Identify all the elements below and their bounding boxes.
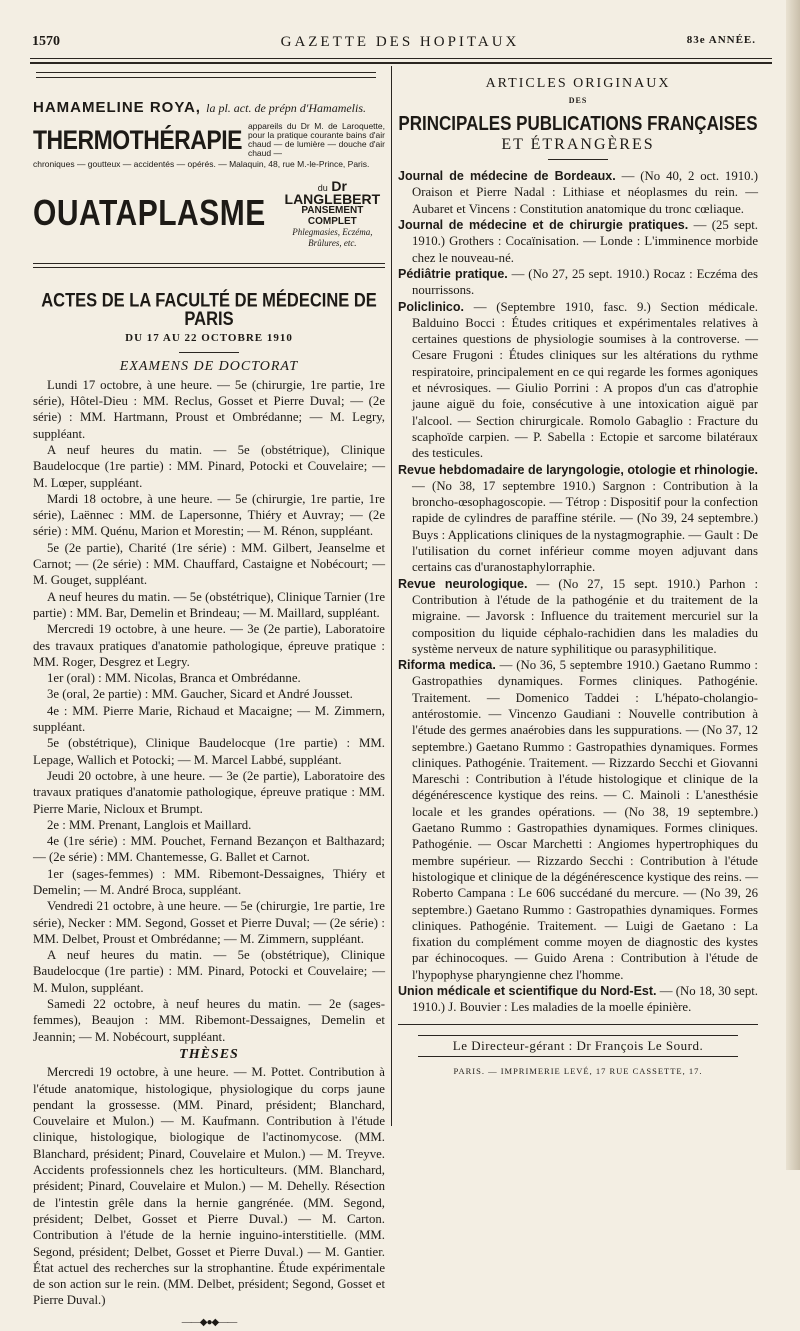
articles-main-title: PRINCIPALES PUBLICATIONS FRANÇAISES: [398, 111, 758, 135]
page-edge: [786, 0, 800, 1170]
ad-thermo-name: THERMOTHÉRAPIE: [33, 125, 242, 156]
journal-name: Journal de médecine et de chirurgie pratiques.: [398, 218, 689, 233]
journal-name: Pédiâtrie pratique.: [398, 266, 508, 281]
publication-text: — (No 27, 25 sept. 1910.) Rocaz : Eczéma des nourrissons.: [412, 266, 758, 298]
theses-text: Mercredi 19 octobre, à une heure. — M. Pottet. Contribution à l'étude anatomique, histologique, physiologique du corps jaune pendant la grossesse. (MM. Pinard, président; Blanchard, Couvelaire et Mulon.) — M. Kaufmann. Contribution à l'étude clinique, histologique, biologique de l'actinomycose. (MM. Blanchard, président; Pinard, Couvelaire et Mulon.) — M. Treyve. Accidents professionnels chez les horticulteurs. (MM. Blanchard, président; Pinard, Couvelaire et Mulon.) — M. Dehelly. Résection de l'intestin grêle dans la hernie gangrénée. (MM. Segond, président; Delbet, Gosset et Pierre Duval.) — M. Carton. Contribution à l'étude de la hernie inguino-interstitielle. (MM. Segond, président; Delbet, Gosset et Pierre Duval.) — M. Gantier. État actuel des recherches sur la strophantine. Étude expérimentale de son action sur le rein. (MM. Delbet, président; Segond, Gosset et Pierre Duval.): [33, 1065, 385, 1308]
articles-des: DES: [568, 96, 588, 106]
exam-paragraph: Mardi 18 octobre, à une heure. — 5e (chirurgie, 1re partie, 1re série), Laënnec : MM. de Lapersonne, Thiéry et Auvray; — (2e série) : MM. Quénu, Marion et Morestin; — M. Rénon, suppléant.: [33, 491, 385, 539]
publication-text: — (Septembre 1910, fasc. 9.) Section médicale. Balduino Bocci : Études critiques et expérimentales relatives à certaines questions de physiologie soumises à la controverse. — Cesare Frugoni : Études cliniques sur les altérations du rythme respiratoire, principalement en ce qui regarde les formes agoniques et névrosiques. — Giulio Porrini : A propos d'un cas d'atrophie jaune aiguë du foie, consécutive à une intoxication aiguë par l'alcool. — Section chirurgicale. Romolo Gabaglio : Fracture du scaphoïde carpien. — P. Sabella : Ectopie et sarcome bilatéraux des testicules.: [412, 299, 758, 461]
header-rule-double: [30, 62, 772, 64]
journal-name: Riforma medica.: [398, 658, 496, 673]
exam-paragraph: 5e (obstétrique), Clinique Baudelocque (1re partie) : MM. Lepage, Wallich et Potocki; — M. Marcel Labbé, suppléant.: [33, 736, 385, 767]
exam-paragraph: A neuf heures du matin. — 5e (obstétrique), Clinique Baudelocque (1re partie) : MM. Pinard, Potocki et Couvelaire; — M. Lœper, suppléant.: [33, 442, 385, 490]
section-examens: EXAMENS DE DOCTORAT: [119, 359, 299, 375]
journal-name: Union médicale et scientifique du Nord-Est.: [398, 984, 657, 999]
publication-text: — (No 36, 5 septembre 1910.) Gaetano Rummo : Gastropathies dynamiques. Formes cliniques. Pathogénie. Traitement. — Domenico Taddei : L'hépato-cholangio-antérostomie. — Vincenzo Gaudiani : Nouvelle contribution à l'étude des germes anaérobies dans les suppurations. — (No 37, 12 septembre.) Gaetano Rummo : Gastropathies dynamiques. Formes cliniques. Pathogénie. Traitement. — Rizzardo Secchi et Giovanni Mareschi : Contribution à l'étude histologique et clinique de la dégénérescence kystique des reins. — C. Mainoli : L'anesthésie locale et les grandes opérations. — (No 38, 19 septembre.) Gaetano Rummo : Gastropathies dynamiques. Formes cliniques. Pathogénie. — Oscar Marchetti : Angiomes hypertrophiques du membre supérieur. — Rizzardo Secchi : Contribution à l'étude histologique et clinique de la dégénérescence kystique des reins. — Roberto Campana : Le 606 succédané du mercure. — (No 39, 26 septembre.) Gaetano Rummo : Gastropathies dynamiques. Formes cliniques. Pathogénie. Traitement. — Luigi de Gaetano : La fixation du complément comme moyen de diagnostic des kystes par échinocoques. — Guido Arena : Contribution à l'étude de l'hypophyse pharyngienne chez l'homme.: [412, 658, 758, 982]
publication-entry: [398, 168, 758, 217]
publication-entry: [398, 983, 758, 1016]
ad-ouata-doctor: Dr LANGLEBERT: [284, 177, 381, 207]
articles-title: ARTICLES ORIGINAUX: [485, 76, 671, 91]
exam-paragraph: 5e (2e partie), Charité (1re série) : MM. Gilbert, Jeanselme et Carnot; — (2e série) : MM. Chauffard, Castaigne et Nobécourt; — M. Gouget, suppléant.: [33, 540, 385, 588]
ads-top-rule: [36, 72, 376, 73]
running-title: GAZETTE DES HOPITAUX: [280, 34, 520, 50]
publication-text: — (No 27, 15 sept. 1910.) Parhon : Contribution à l'étude de la pathogénie et du traitement de la migraine. — Javorsk : Influence du traitement mercuriel sur la composition du liquide céphalo-rachidien dans les maladies du système nerveux de nature syphilitique ou parasyphilitique.: [412, 576, 758, 656]
exam-paragraph: Samedi 22 octobre, à neuf heures du matin. — 2e (sages-femmes), Beaujon : MM. Ribemont-Dessaignes, Demelin et Jeannin; — M. Nobécourt, suppléant.: [33, 997, 385, 1044]
printer-line: PARIS. — IMPRIMERIE LEVÉ, 17 RUE CASSETTE, 17.: [453, 1065, 703, 1076]
exam-paragraph: 1er (oral) : MM. Nicolas, Branca et Ombrédanne.: [47, 671, 301, 686]
publication-entry: [398, 657, 758, 983]
exam-paragraph: A neuf heures du matin. — 5e (obstétrique), Clinique Baudelocque (1re partie) : MM. Pinard, Potocki et Couvelaire; — M. Mulon, suppléant.: [33, 948, 385, 995]
separator: [548, 159, 608, 160]
journal-name: Journal de médecine de Bordeaux.: [398, 169, 616, 184]
ad-thermo-text: appareils du Dr M. de Laroquette, pour la pratique courante bains d'air chaud — de lumière — douche d'air chaud —: [247, 121, 385, 159]
exam-paragraph: Jeudi 20 octobre, à une heure. — 3e (2e partie), Laboratoire des travaux pratiques d'anatomie pathologique, épreuve pratique : MM. Pierre Marie, Nicloux et Brumpt.: [33, 768, 385, 816]
publication-entry: [398, 299, 758, 462]
ad-ouata-du: du: [317, 182, 328, 193]
publication-text: — (25 sept. 1910.) Grothers : Cocaïnisation. — Londe : L'imminence morbide chez le nouveau-né.: [412, 218, 758, 265]
publications-list: [398, 168, 758, 1015]
journal-name: Revue neurologique.: [398, 576, 528, 591]
actes-title: ACTES DE LA FACULTÉ DE MÉDECINE DE PARIS: [41, 289, 377, 330]
ad-hamameline-text: la pl. act. de prépn d'Hamamelis.: [206, 101, 367, 115]
ads-bottom-rule: [33, 263, 385, 264]
end-rule: [398, 1024, 758, 1025]
section-theses: THÈSES: [179, 1046, 239, 1062]
examens-list: [33, 377, 385, 1045]
exam-paragraph: 3e (oral, 2e partie) : MM. Gaucher, Sicard et André Jousset.: [47, 687, 353, 702]
column-divider: [391, 66, 392, 1126]
ad-ouata-pansement: PANSEMENT COMPLET: [301, 204, 364, 227]
ad-thermotherapie: [33, 122, 385, 158]
exam-paragraph: Vendredi 21 octobre, à une heure. — 5e (chirurgie, 1re partie, 1re série), Necker : MM. Segond, Gosset et Pierre Duval; — (2e série) : MM. Delbet, Proust et Ombrédanne; — M. Zimmern, suppléant.: [33, 899, 385, 946]
publication-entry: [398, 217, 758, 266]
ad-ouata-name: OUATAPLASME: [33, 194, 266, 234]
exam-paragraph: 1er (sages-femmes) : MM. Ribemont-Dessaignes, Thiéry et Demelin; — M. André Broca, suppléant.: [33, 866, 385, 897]
ad-thermo-sub: chroniques — goutteux — accidentés — opérés. — Malaquin, 48, rue M.-le-Prince, Paris.: [33, 159, 370, 170]
journal-name: Revue hebdomadaire de laryngologie, otologie et rhinologie.: [398, 462, 758, 477]
ads-bottom-rule-2: [33, 267, 385, 268]
publication-entry: [398, 462, 758, 576]
ad-ouata-side: [280, 177, 385, 249]
exam-paragraph: 2e : MM. Prenant, Langlois et Maillard.: [47, 817, 252, 832]
exam-paragraph: 4e (1re série) : MM. Pouchet, Fernand Bezançon et Balthazard; — (2e série) : MM. Chantemesse, G. Ballet et Carnot.: [33, 834, 385, 865]
right-column: [398, 76, 758, 1079]
header-rule: [30, 58, 772, 59]
ad-ouataplasme: [33, 177, 385, 249]
year-label: 83e ANNÉE.: [686, 34, 756, 46]
ad-hamameline: [33, 100, 385, 116]
articles-subtitle: ET ÉTRANGÈRES: [501, 135, 655, 153]
publication-entry: [398, 266, 758, 299]
exam-paragraph: Mercredi 19 octobre, à une heure. — 3e (2e partie), Laboratoire des travaux pratiques d'anatomie pathologique, épreuve pratique : MM. Roger, Desgrez et Legry.: [33, 622, 385, 669]
ornament-divider: ——◆●◆——: [181, 1316, 237, 1328]
ad-ouata-sub: Phlegmasies, Eczéma, Brûlures, etc.: [292, 226, 373, 248]
ads-top-rule-2: [36, 77, 376, 78]
exam-paragraph: Lundi 17 octobre, à une heure. — 5e (chirurgie, 1re partie, 1re série), Hôtel-Dieu : MM. Reclus, Gosset et Pierre Duval; — (2e série) : MM. Hartmann, Proust et Ombrédanne; — M. Legry, suppléant.: [33, 377, 385, 441]
exam-paragraph: 4e : MM. Pierre Marie, Richaud et Macaigne; — M. Zimmern, suppléant.: [33, 703, 385, 735]
left-column: [33, 100, 385, 1331]
ad-hamameline-name: HAMAMELINE ROYA,: [33, 99, 201, 116]
publication-text: — (No 18, 30 sept. 1910.) J. Bouvier : Les maladies de la moelle épinière.: [412, 984, 758, 1015]
journal-name: Policlinico.: [398, 299, 464, 314]
publication-text: — (No 38, 17 septembre 1910.) Sargnon : Contribution à la broncho-œsophagoscopie. — Tétrop : Dispositif pour la confection rapide de cylindres de paraffine stérile. — (No 39, 24 septembre.) Buys : Applications cliniques de la nystagmographie. — Gault : De l'utilisation du cornet inférieur comme moyen adjuvant dans certains cas d'uranostaphylorraphie.: [412, 478, 758, 575]
publication-text: — (No 40, 2 oct. 1910.) Oraison et Pierre Nadal : Lithiase et néoplasmes du rein. — Aubaret et Vincens : Constitution anatomique du tronc cœliaque.: [412, 169, 758, 216]
separator: [179, 352, 239, 353]
actes-dates: DU 17 AU 22 OCTOBRE 1910: [125, 332, 293, 345]
signature: Le Directeur-gérant : Dr François Le Sourd.: [418, 1035, 738, 1057]
page-number: 1570: [32, 34, 60, 49]
publication-entry: [398, 576, 758, 657]
exam-paragraph: A neuf heures du matin. — 5e (obstétrique), Clinique Tarnier (1re partie) : MM. Bar, Demelin et Brindeau; — M. Maillard, suppléant.: [33, 589, 385, 620]
